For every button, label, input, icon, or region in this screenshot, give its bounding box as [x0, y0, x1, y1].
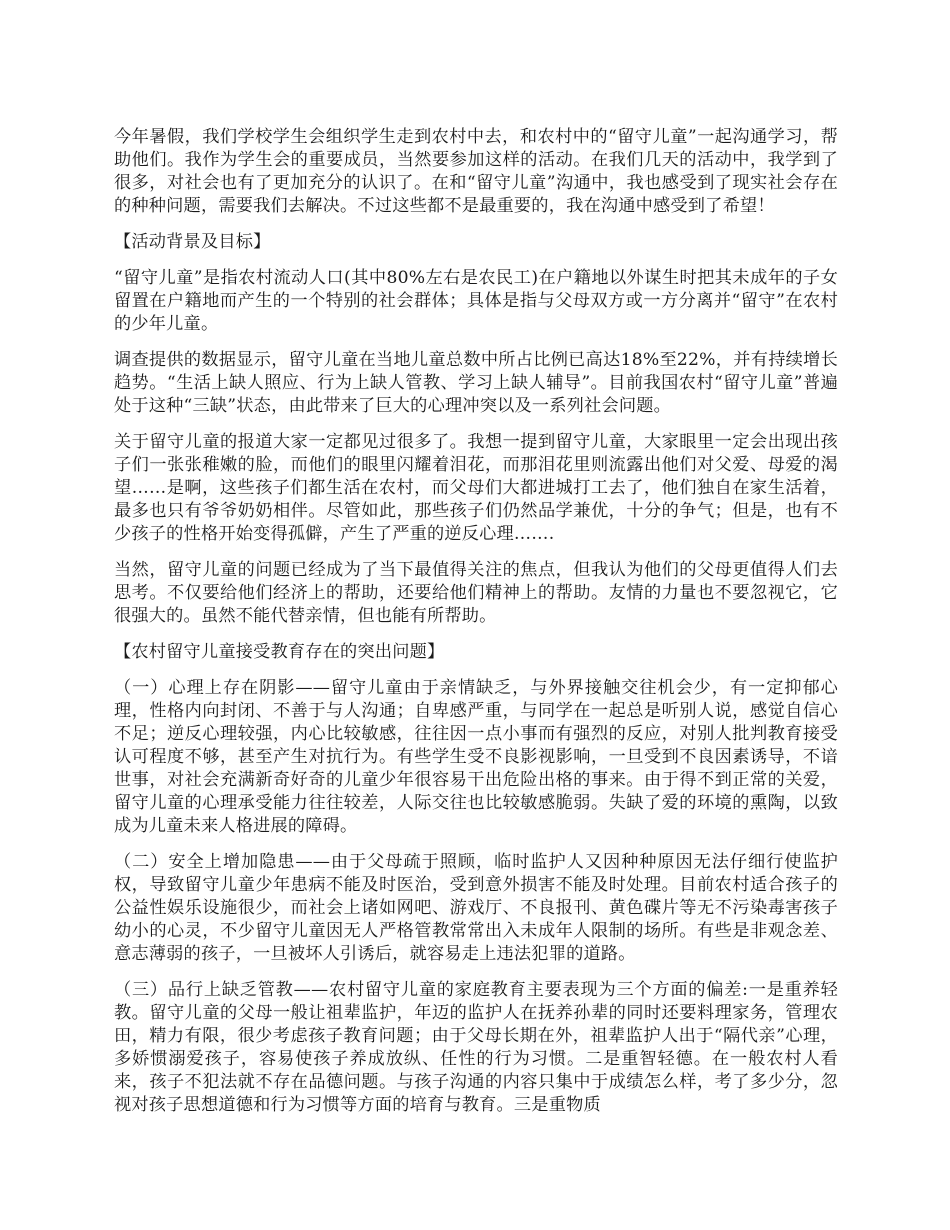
reflection-paragraph: 当然，留守儿童的问题已经成为了当下最值得关注的焦点，但我认为他们的父母更值得人们去思考。不仅要给他们经济上的帮助，还要给他们精神上的帮助。友情的力量也不要忽视它，它很强大的。虽然不能代替亲情，但也能有所帮助。	[114, 560, 838, 626]
statistics-paragraph: 调查提供的数据显示，留守儿童在当地儿童总数中所占比例已高达18%至22%，并有持续增长趋势。“生活上缺人照应、行为上缺人管教、学习上缺人辅导”。目前我国农村“留守儿童”普遍处于这种“三缺”状态，由此带来了巨大的心理冲突以及一系列社会问题。	[114, 350, 838, 416]
problem-conduct-paragraph: （三）品行上缺乏管教——农村留守儿童的家庭教育主要表现为三个方面的偏差:一是重养轻教。留守儿童的父母一般让祖辈监护，年迈的监护人在抚养孙辈的同时还要料理家务，管理农田，精力有限，很少考虑孩子教育问题；由于父母长期在外，祖辈监护人出于“隔代亲”心理，多娇惯溺爱孩子，容易使孩子养成放纵、任性的行为习惯。二是重智轻德。在一般农村人看来，孩子不犯法就不存在品德问题。与孩子沟通的内容只集中于成绩怎么样，考了多少分，忽视对孩子思想道德和行为习惯等方面的培育与教育。三是重物质	[114, 980, 838, 1115]
definition-paragraph: “留守儿童”是指农村流动人口(其中80%左右是农民工)在户籍地以外谋生时把其未成年的子女留置在户籍地而产生的一个特别的社会群体；具体是指与父母双方或一方分离并“留守”在农村的少年儿童。	[114, 268, 838, 334]
section-heading-background: 【活动背景及目标】	[114, 232, 271, 252]
intro-paragraph: 今年暑假，我们学校学生会组织学生走到农村中去，和农村中的“留守儿童”一起沟通学习，帮助他们。我作为学生会的重要成员，当然要参加这样的活动。在我们几天的活动中，我学到了很多，对社会也有了更加充分的认识了。在和“留守儿童”沟通中，我也感受到了现实社会存在的种种问题，需要我们去解决。不过这些都不是最重要的，我在沟通中感受到了希望！	[114, 127, 838, 216]
reports-paragraph: 关于留守儿童的报道大家一定都见过很多了。我想一提到留守儿童，大家眼里一定会出现出孩子们一张张稚嫩的脸，而他们的眼里闪耀着泪花，而那泪花里则流露出他们对父爱、母爱的渴望……是啊，这些孩子们都生活在农村，而父母们大都进城打工去了，他们独自在家生活着，最多也只有爷爷奶奶相伴。尽管如此，那些孩子们仍然品学兼优，十分的争气；但是，也有不少孩子的性格开始变得孤僻，产生了严重的逆反心理…….	[114, 432, 838, 544]
document-page	[114, 126, 838, 1130]
problem-psychology-paragraph: （一）心理上存在阴影——留守儿童由于亲情缺乏，与外界接触交往机会少，有一定抑郁心理，性格内向封闭、不善于与人沟通；自卑感严重，与同学在一起总是听别人说，感觉自信心不足；逆反心理较强，内心比较敏感，往往因一点小事而有强烈的反应，对别人批判教育接受认可程度不够，甚至产生对抗行为。有些学生受不良影视影响，一旦受到不良因素诱导，不谙世事，对社会充满新奇好奇的儿童少年很容易干出危险出格的事来。由于得不到正常的关爱，留守儿童的心理承受能力往往较差，人际交往也比较敏感脆弱。失缺了爱的环境的熏陶，以致成为儿童未来人格进展的障碍。	[114, 678, 838, 836]
problem-safety-paragraph: （二）安全上增加隐患——由于父母疏于照顾，临时监护人又因种种原因无法仔细行使监护权，导致留守儿童少年患病不能及时医治，受到意外损害不能及时处理。目前农村适合孩子的公益性娱乐设施很少，而社会上诸如网吧、游戏厅、不良报刊、黄色碟片等无不污染毒害孩子幼小的心灵，不少留守儿童因无人严格管教常常出入未成年人限制的场所。有些是非观念差、意志薄弱的孩子，一旦被坏人引诱后，就容易走上违法犯罪的道路。	[114, 852, 838, 964]
section-heading-problems: 【农村留守儿童接受教育存在的突出问题】	[114, 642, 445, 662]
